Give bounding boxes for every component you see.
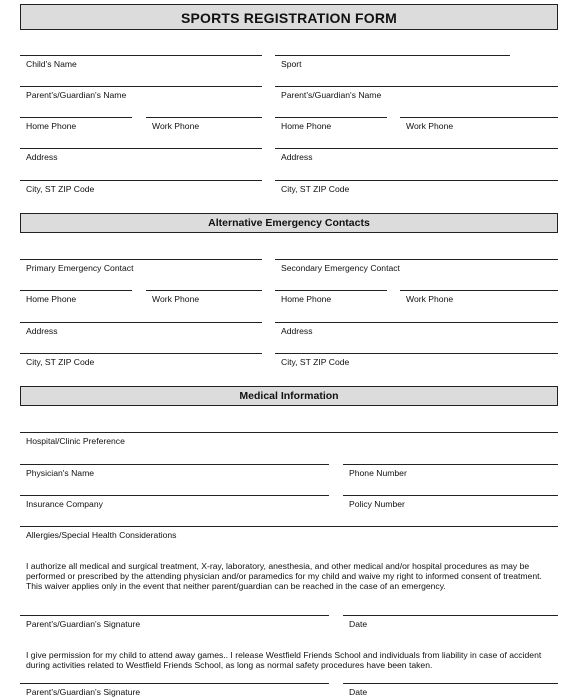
emergency-work-phone-field-left[interactable] — [146, 290, 262, 291]
emergency-work-phone-label-left: Work Phone — [152, 294, 200, 304]
emergency-home-phone-field-left[interactable] — [20, 290, 132, 291]
city-label-right: City, ST ZIP Code — [281, 184, 350, 194]
signature-field-2[interactable] — [20, 683, 329, 684]
city-field-right[interactable] — [275, 180, 558, 181]
date-field-2[interactable] — [343, 683, 558, 684]
allergies-field[interactable] — [20, 526, 558, 527]
allergies-label: Allergies/Special Health Considerations — [26, 530, 177, 540]
insurance-field[interactable] — [20, 495, 329, 496]
primary-contact-field[interactable] — [20, 259, 262, 260]
city-field-left[interactable] — [20, 180, 262, 181]
emergency-home-phone-label-right: Home Phone — [281, 294, 332, 304]
signature-field-1[interactable] — [20, 615, 329, 616]
emergency-city-label-left: City, ST ZIP Code — [26, 357, 95, 367]
primary-contact-label: Primary Emergency Contact — [26, 263, 134, 273]
work-phone-field-right[interactable] — [400, 117, 558, 118]
hospital-label: Hospital/Clinic Preference — [26, 436, 125, 446]
hospital-field[interactable] — [20, 432, 558, 433]
emergency-address-label-right: Address — [281, 326, 313, 336]
city-label-left: City, ST ZIP Code — [26, 184, 95, 194]
physician-label: Physician's Name — [26, 468, 95, 478]
signature-label-1: Parent's/Guardian's Signature — [26, 619, 141, 629]
emergency-address-label-left: Address — [26, 326, 58, 336]
sport-label: Sport — [281, 59, 302, 69]
home-phone-label-left: Home Phone — [26, 121, 77, 131]
child-name-label: Child's Name — [26, 59, 77, 69]
home-phone-field-right[interactable] — [275, 117, 387, 118]
address-field-right[interactable] — [275, 148, 558, 149]
secondary-contact-field[interactable] — [275, 259, 558, 260]
child-name-field[interactable] — [20, 55, 262, 56]
address-label-left: Address — [26, 152, 58, 162]
date-label-2: Date — [349, 687, 368, 697]
date-label-1: Date — [349, 619, 368, 629]
guardian-name-label-left: Parent's/Guardian's Name — [26, 90, 127, 100]
insurance-label: Insurance Company — [26, 499, 103, 509]
guardian-name-field-left[interactable] — [20, 86, 262, 87]
medical-information-heading: Medical Information — [20, 386, 558, 406]
permission-text: I give permission for my child to attend away games.. I release Westfield Friends School and individuals from liability in case of accident during activities related to Westfield Friends School, as long as normal safety procedures have been taken. — [26, 650, 542, 671]
emergency-contacts-heading: Alternative Emergency Contacts — [20, 213, 558, 233]
policy-number-field[interactable] — [343, 495, 558, 496]
emergency-work-phone-label-right: Work Phone — [406, 294, 454, 304]
phone-number-field[interactable] — [343, 464, 558, 465]
emergency-city-label-right: City, ST ZIP Code — [281, 357, 350, 367]
physician-field[interactable] — [20, 464, 329, 465]
work-phone-label-left: Work Phone — [152, 121, 200, 131]
guardian-name-field-right[interactable] — [275, 86, 558, 87]
medical-authorization-text: I authorize all medical and surgical treatment, X-ray, laboratory, anesthesia, and other medical and/or hospital procedures as may be performed or prescribed by the attending physician and/or paramedics for my child and waive my right to informed consent of treatment. This waiver applies only in the event that neither parent/guardian can be reached in the case of an emergency. — [26, 561, 542, 592]
date-field-1[interactable] — [343, 615, 558, 616]
work-phone-label-right: Work Phone — [406, 121, 454, 131]
emergency-address-field-left[interactable] — [20, 322, 262, 323]
emergency-city-field-right[interactable] — [275, 353, 558, 354]
emergency-home-phone-field-right[interactable] — [275, 290, 387, 291]
guardian-name-label-right: Parent's/Guardian's Name — [281, 90, 382, 100]
work-phone-field-left[interactable] — [146, 117, 262, 118]
home-phone-label-right: Home Phone — [281, 121, 332, 131]
emergency-address-field-right[interactable] — [275, 322, 558, 323]
phone-number-label: Phone Number — [349, 468, 407, 478]
policy-number-label: Policy Number — [349, 499, 405, 509]
form-title: SPORTS REGISTRATION FORM — [20, 4, 558, 30]
sport-field[interactable] — [275, 55, 510, 56]
address-field-left[interactable] — [20, 148, 262, 149]
emergency-home-phone-label-left: Home Phone — [26, 294, 77, 304]
emergency-city-field-left[interactable] — [20, 353, 262, 354]
address-label-right: Address — [281, 152, 313, 162]
emergency-work-phone-field-right[interactable] — [400, 290, 558, 291]
home-phone-field-left[interactable] — [20, 117, 132, 118]
secondary-contact-label: Secondary Emergency Contact — [281, 263, 400, 273]
signature-label-2: Parent's/Guardian's Signature — [26, 687, 141, 697]
